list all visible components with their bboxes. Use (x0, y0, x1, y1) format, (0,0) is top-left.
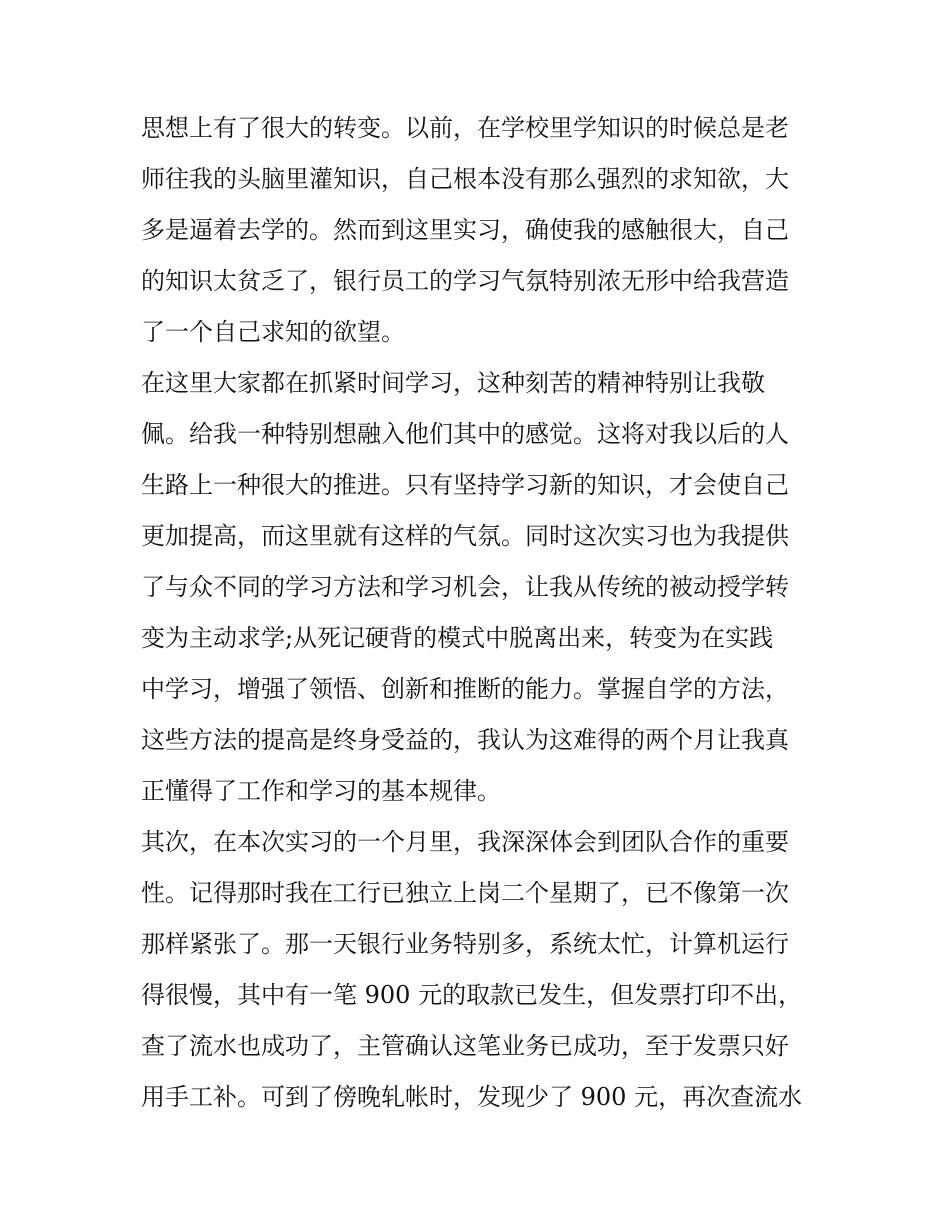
text-line: 师往我的头脑里灌知识，自己根本没有那么强烈的求知欲，大 (141, 165, 789, 193)
text-line: 多是逼着去学的。然而到这里实习，确使我的感触很大，自己 (141, 216, 789, 244)
text-line: 在这里大家都在抓紧时间学习，这种刻苦的精神特别让我敬 (141, 369, 765, 397)
text-line: 这些方法的提高是终身受益的，我认为这难得的两个月让我真 (141, 726, 789, 754)
text-line: 用手工补。可到了傍晚轧帐时，发现少了 900 元，再次查流水 (141, 1083, 803, 1111)
text-line: 其次，在本次实习的一个月里，我深深体会到团队合作的重要 (141, 828, 789, 856)
text-line: 得很慢，其中有一笔 900 元的取款已发生，但发票打印不出， (141, 981, 803, 1009)
text-line: 那样紧张了。那一天银行业务特别多，系统太忙，计算机运行 (141, 930, 789, 958)
text-line: 变为主动求学;从死记硬背的模式中脱离出来，转变为在实践 (141, 624, 774, 652)
text-line: 佩。给我一种特别想融入他们其中的感觉。这将对我以后的人 (141, 420, 789, 448)
text-line: 更加提高，而这里就有这样的气氛。同时这次实习也为我提供 (141, 522, 789, 550)
text-line: 正懂得了工作和学习的基本规律。 (141, 777, 501, 805)
text-line: 的知识太贫乏了，银行员工的学习气氛特别浓无形中给我营造 (141, 267, 789, 295)
text-line: 查了流水也成功了，主管确认这笔业务已成功，至于发票只好 (141, 1032, 789, 1060)
text-line: 了一个自己求知的欲望。 (141, 318, 405, 346)
text-line: 性。记得那时我在工行已独立上岗二个星期了，已不像第一次 (141, 879, 789, 907)
text-line: 思想上有了很大的转变。以前，在学校里学知识的时候总是老 (141, 114, 789, 142)
body-text (141, 103, 821, 1123)
text-line: 生路上一种很大的推进。只有坚持学习新的知识，才会使自己 (141, 471, 789, 499)
text-line: 中学习，增强了领悟、创新和推断的能力。掌握自学的方法， (141, 675, 789, 703)
text-line: 了与众不同的学习方法和学习机会，让我从传统的被动授学转 (141, 573, 789, 601)
